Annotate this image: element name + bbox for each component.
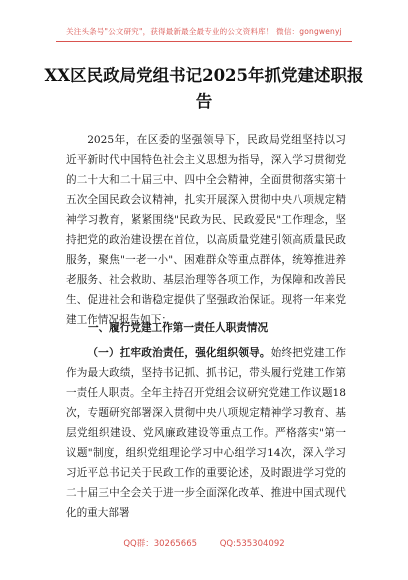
paragraph-lead: （一）扛牢政治责任，强化组织领导。 [87,347,271,359]
paragraph-intro: 2025年，在区委的坚强领导下，民政局党组坚持以习近平新时代中国特色社会主义思想为指导，深入学习贯彻党的二十大和二十届三中、四中全会精神，全面贯彻落实第十五次全国民政会议精神，扎实开展深入贯彻中央八项规定精神学习教育，紧紧围绕"民政为民、民政爱民"工作理念，坚持把党的政治建设摆在首位，以高质量党建引领高质量民政服务，聚焦"一老一小"、困难群众等重点群体，统筹推进养老服务、社会救助、基层治理等各项工作，为保障和改善民生、促进社会和谐稳定提供了坚强政治保证。现将一年来党建工作情况报告如下： [66,134,346,326]
document-title: XX区民政局党组书记2025年抓党建述职报告 [44,66,364,111]
paragraph-section-1 [66,343,346,523]
paragraph-body: 始终把党建工作作为最大政绩，坚持书记抓、抓书记，带头履行党建工作第一责任人职责。全年主持召开党组会议研究党建工作议题18次，专题研究部署深入贯彻中央八项规定精神学习教育、基层党组织建设、党风廉政建设等重点工作。严格落实"第一议题"制度，组织党组理论学习中心组学习14次，深入学习习近平总书记关于民政工作的重要论述，及时跟进学习党的二十届三中全会关于进一步全面深化改革、推进中国式现代化的重大部署 [66,347,346,519]
header-divider [56,41,352,42]
header-banner: 关注头条号"公文研究"，获得最新最全最专业的公文资料库！ 微信：gongwenyj [66,27,342,36]
footer-qq-group: QQ群：30265665 [123,539,198,549]
footer [0,537,408,549]
section-heading-1: 一、履行党建工作第一责任人职责情况 [88,322,269,334]
footer-qq: QQ:535304092 [219,539,285,549]
